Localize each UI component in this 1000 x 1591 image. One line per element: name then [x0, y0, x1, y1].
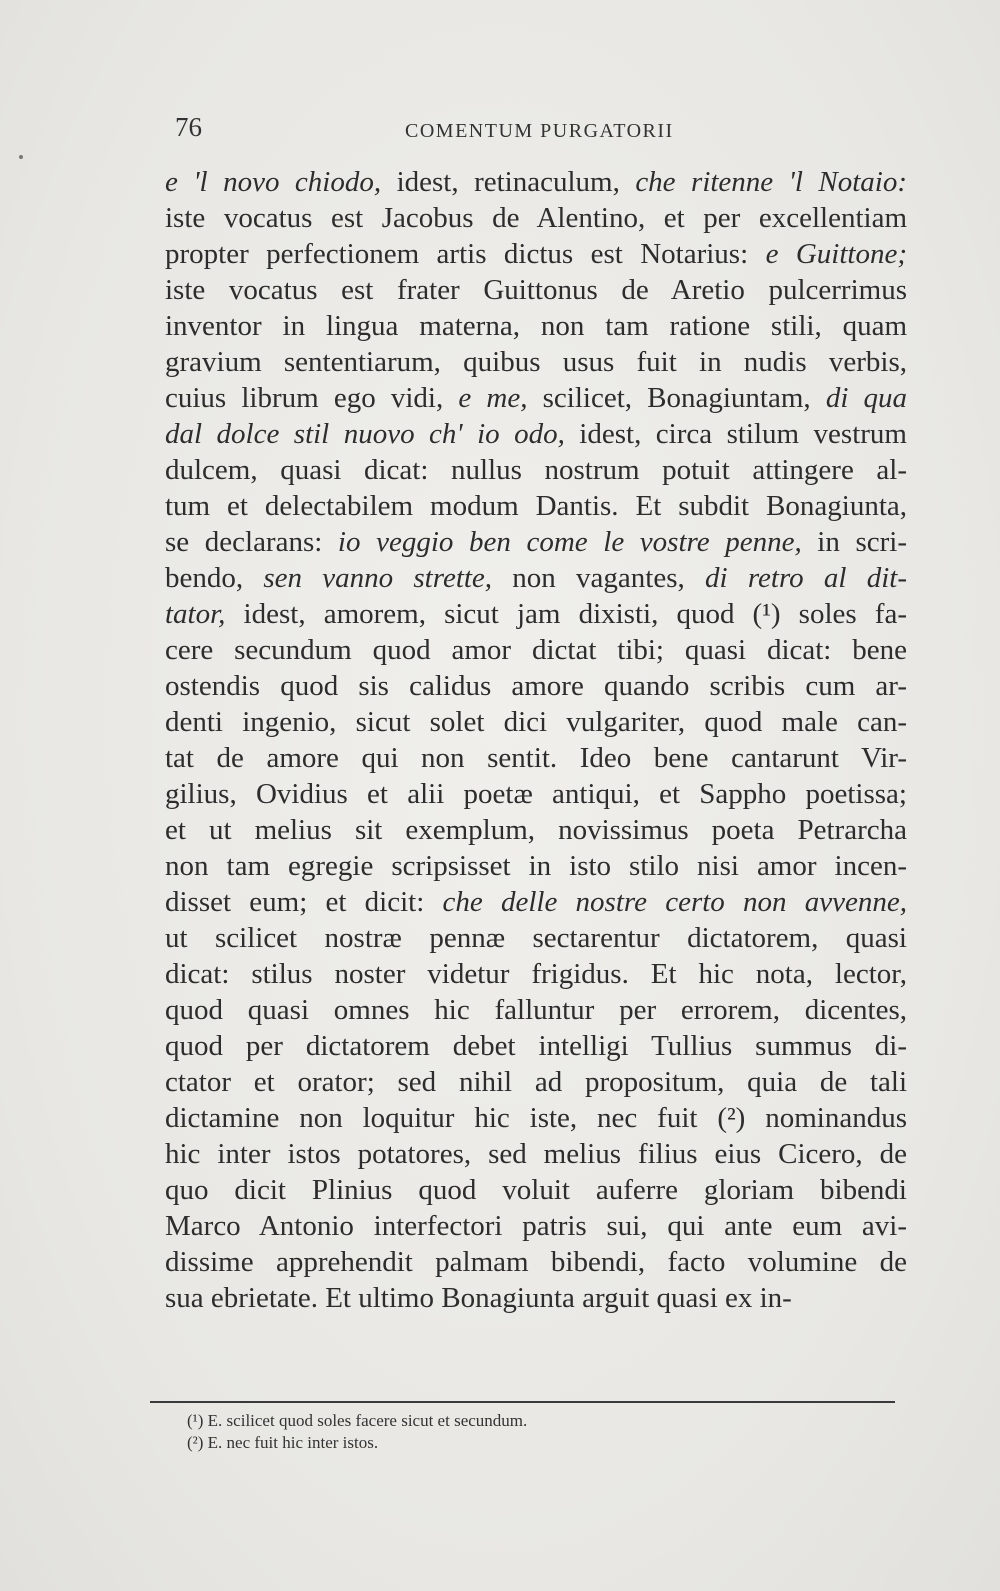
text-line	[165, 1208, 907, 1244]
text-line	[165, 704, 907, 740]
text-run: sua ebrietate. Et ultimo Bonagiunta arguit quasi ex in-	[165, 1282, 792, 1314]
page-number: 76	[175, 112, 202, 142]
text-run: non tam egregie scripsisset in isto stilo nisi amor incen-	[165, 850, 907, 882]
italic-quote: di qua	[825, 382, 908, 414]
italic-quote: sen vanno strette,	[263, 562, 493, 594]
text-run: propter perfectionem artis dictus est Notarius:	[165, 238, 766, 270]
italic-quote: e 'l novo chiodo,	[165, 166, 382, 198]
text-line	[165, 956, 907, 992]
text-run: inventor in lingua materna, non tam ratione stili, quam	[165, 310, 907, 342]
text-line	[165, 344, 907, 380]
text-run: disset eum; et dicit:	[165, 886, 443, 918]
text-line	[165, 1244, 907, 1280]
text-run: dissime apprehendit palmam bibendi, facto volumine de	[165, 1246, 907, 1278]
text-run: iste vocatus est Jacobus de Alentino, et per excellentiam	[165, 202, 907, 234]
text-line	[165, 848, 907, 884]
italic-quote: di retro al dit-	[705, 562, 907, 594]
text-run: se declarans:	[165, 526, 338, 558]
text-run: dicat: stilus noster videtur frigidus. Et hic nota, lector,	[165, 958, 907, 990]
text-run: denti ingenio, sicut solet dici vulgariter, quod male can-	[165, 706, 907, 738]
text-line	[165, 992, 907, 1028]
body-text	[165, 164, 907, 1316]
footnotes	[187, 1410, 887, 1454]
text-line	[165, 668, 907, 704]
text-line	[165, 740, 907, 776]
text-run: ctator et orator; sed nihil ad propositum, quia de tali	[165, 1066, 907, 1098]
text-run: quod per dictatorem debet intelligi Tullius summus di-	[165, 1030, 907, 1062]
text-line	[165, 488, 907, 524]
italic-quote: e me,	[458, 382, 528, 414]
text-run: bendo,	[165, 562, 264, 594]
text-run: cuius librum ego vidi,	[165, 382, 459, 414]
text-line	[165, 1100, 907, 1136]
text-line	[165, 200, 907, 236]
text-line	[165, 272, 907, 308]
footnote-2: (²) E. nec fuit hic inter istos.	[187, 1433, 379, 1452]
text-run: non vagantes,	[492, 562, 706, 594]
footnote-rule	[150, 1401, 895, 1403]
text-line	[165, 596, 907, 632]
text-run: cere secundum quod amor dictat tibi; quasi dicat: bene	[165, 634, 907, 666]
text-line	[165, 380, 907, 416]
text-run: hic inter istos potatores, sed melius filius eius Cicero, de	[165, 1138, 907, 1170]
text-run: tat de amore qui non sentit. Ideo bene cantarunt Vir-	[165, 742, 907, 774]
text-run: quo dicit Plinius quod voluit auferre gloriam bibendi	[165, 1174, 907, 1206]
text-run: in scri-	[801, 526, 908, 558]
text-line	[165, 812, 907, 848]
text-line	[165, 1136, 907, 1172]
text-run: idest, amorem, sicut jam dixisti, quod (¹) soles fa-	[225, 598, 907, 630]
text-line	[165, 1172, 907, 1208]
italic-quote: e Guittone;	[765, 238, 908, 270]
page-header	[175, 112, 910, 152]
text-line	[165, 560, 907, 596]
text-run: iste vocatus est frater Guittonus de Aretio pulcerrimus	[165, 274, 907, 306]
text-line	[165, 236, 907, 272]
text-run: et ut melius sit exemplum, novissimus poeta Petrarcha	[165, 814, 907, 846]
text-line	[165, 1280, 907, 1316]
text-run: dulcem, quasi dicat: nullus nostrum potuit attingere al-	[165, 454, 907, 486]
text-run: scilicet, Bonagiuntam,	[527, 382, 826, 414]
text-line	[165, 776, 907, 812]
italic-quote: che ritenne 'l Notaio:	[635, 166, 907, 198]
footnote-1: (¹) E. scilicet quod soles facere sicut et secundum.	[187, 1411, 528, 1430]
text-run: Marco Antonio interfectori patris sui, qui ante eum avi-	[165, 1210, 907, 1242]
italic-quote: io veggio ben come le vostre penne,	[337, 526, 802, 558]
text-line	[165, 308, 907, 344]
italic-quote: che delle nostre certo non avvenne,	[442, 886, 907, 918]
text-line	[165, 452, 907, 488]
text-line	[165, 164, 907, 200]
text-line	[165, 1064, 907, 1100]
text-run: idest, circa stilum vestrum	[564, 418, 907, 450]
text-run: ut scilicet nostræ pennæ sectarentur dictatorem, quasi	[165, 922, 907, 954]
text-run: ostendis quod sis calidus amore quando scribis cum ar-	[165, 670, 907, 702]
running-title: COMENTUM PURGATORII	[405, 120, 674, 142]
italic-quote: tator,	[165, 598, 226, 630]
text-line	[165, 920, 907, 956]
text-line	[165, 884, 907, 920]
text-run: gravium sententiarum, quibus usus fuit in nudis verbis,	[165, 346, 907, 378]
italic-quote: dal dolce stil nuovo ch' io odo,	[165, 418, 565, 450]
text-line	[165, 632, 907, 668]
text-run: dictamine non loquitur hic iste, nec fuit (²) nominandus	[165, 1102, 907, 1134]
text-run: idest, retinaculum,	[381, 166, 636, 198]
text-line	[165, 1028, 907, 1064]
paper-speck	[19, 155, 23, 159]
text-run: quod quasi omnes hic falluntur per errorem, dicentes,	[165, 994, 907, 1026]
text-run: gilius, Ovidius et alii poetæ antiqui, et Sappho poetissa;	[165, 778, 907, 810]
text-run: tum et delectabilem modum Dantis. Et subdit Bonagiunta,	[165, 490, 907, 522]
text-line	[165, 524, 907, 560]
text-line	[165, 416, 907, 452]
